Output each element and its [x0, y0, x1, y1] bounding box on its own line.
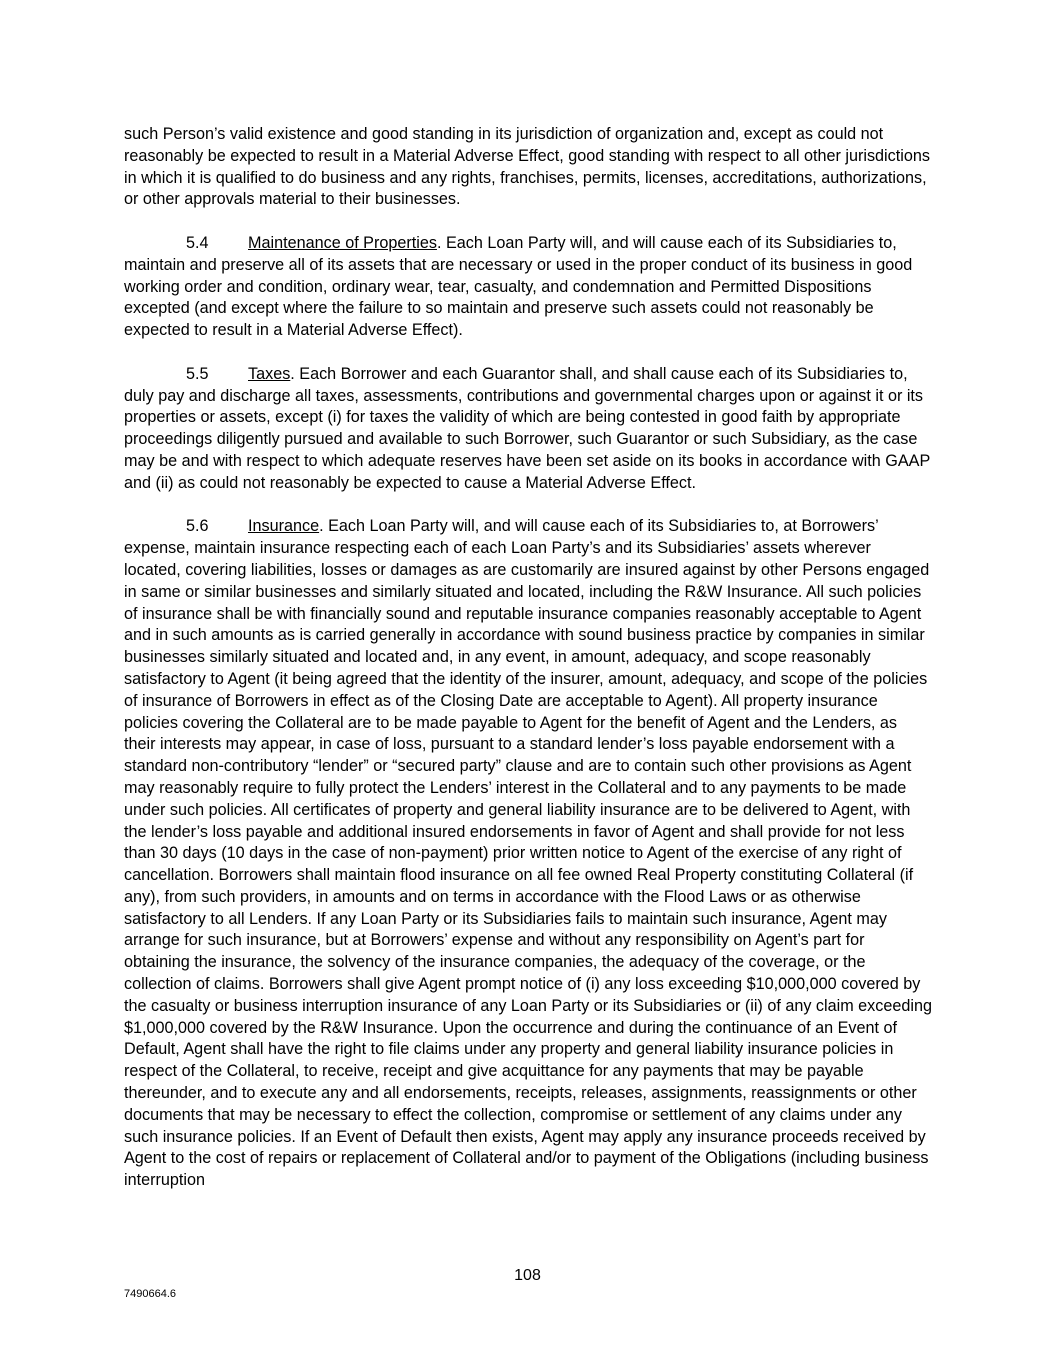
continuation-paragraph: such Person’s valid existence and good standing in its jurisdiction of organization and, except as could not reasonably be expected to result in a Material Adverse Effect, good standing with respect to all other jurisdictions in which it is qualified to do business and any rights, franchises, permits, licenses, accreditations, authorizations, or other approvals material to their businesses.	[124, 125, 930, 209]
section-5-5	[124, 364, 932, 495]
page-body	[124, 124, 932, 1214]
section-5-6	[124, 516, 932, 1192]
section-5-4	[124, 233, 932, 342]
section-heading: Insurance	[248, 517, 320, 536]
page-number: 108	[514, 1267, 541, 1284]
section-body: . Each Loan Party will, and will cause each of its Subsidiaries to, maintain and preserve all of its assets that are necessary or used in the proper conduct of its business in good working order and condition, ordinary wear, tear, casualty, and condemnation and Permitted Dispositions excepted (and except where the failure to so maintain and preserve such assets could not reasonably be expected to result in a Material Adverse Effect).	[124, 233, 913, 340]
section-heading: Maintenance of Properties	[248, 233, 437, 252]
section-number: 5.6	[186, 517, 209, 536]
section-body: . Each Borrower and each Guarantor shall, and shall cause each of its Subsidiaries to, duly pay and discharge all taxes, assessments, contributions and governmental charges upon or against it or its properties or assets, except (i) for taxes the validity of which are being contested in good faith by appropriate proceedings diligently pursued and available to such Borrower, such Guarantor or such Subsidiary, as the case may be and with respect to which adequate reserves have been set aside on its books in accordance with GAAP and (ii) as could not reasonably be expected to cause a Material Adverse Effect.	[124, 364, 930, 492]
document-id: 7490664.6	[124, 1288, 176, 1300]
section-body: . Each Loan Party will, and will cause each of its Subsidiaries to, at Borrowers’ expense, maintain insurance respecting each of each Loan Party’s and its Subsidiaries’ assets wherever located, covering liabilities, losses or damages as are customarily are insured against by other Persons engaged in same or similar businesses and similarly situated and located, including the R&W Insurance. All such policies of insurance shall be with financially sound and reputable insurance companies reasonably acceptable to Agent and in such amounts as is carried generally in accordance with sound business practice by companies in similar businesses similarly situated and located and, in any event, in amount, adequacy, and scope reasonably satisfactory to Agent (it being agreed that the identity of the insurer, amount, adequacy, and scope of the policies of insurance of Borrowers in effect as of the Closing Date are acceptable to Agent). All property insurance policies covering the Collateral are to be made payable to Agent for the benefit of Agent and the Lenders, as their interests may appear, in case of loss, pursuant to a standard lender’s loss payable endorsement with a standard non-contributory “lender” or “secured party” clause and are to contain such other provisions as Agent may reasonably require to fully protect the Lenders’ interest in the Collateral and to any payments to be made under such policies. All certificates of property and general liability insurance are to be delivered to Agent, with the lender’s loss payable and additional insured endorsements in favor of Agent and shall provide for not less than 30 days (10 days in the case of non-payment) prior written notice to Agent of the exercise of any right of cancellation. Borrowers shall maintain flood insurance on all fee owned Real Property constituting Collateral (if any), from such providers, in amounts and on terms in accordance with the Flood Laws or as otherwise satisfactory to all Lenders. If any Loan Party or its Subsidiaries fails to maintain such insurance, Agent may arrange for such insurance, but at Borrowers’ expense and without any responsibility on Agent’s part for obtaining the insurance, the solvency of the insurance companies, the adequacy of the coverage, or the collection of claims. Borrowers shall give Agent prompt notice of (i) any loss exceeding $10,000,000 covered by the casualty or business interruption insurance of any Loan Party or its Subsidiaries or (ii) of any claim exceeding $1,000,000 covered by the R&W Insurance. Upon the occurrence and during the continuance of an Event of Default, Agent shall have the right to file claims under any property and general liability insurance policies in respect of the Collateral, to receive, receipt and give acquittance for any payments that may be payable thereunder, and to execute any and all endorsements, receipts, releases, assignments, reassignments or other documents that may be necessary to effect the collection, compromise or settlement of any claims under any such insurance policies. If an Event of Default then exists, Agent may apply any insurance proceeds received by Agent to the cost of repairs or replacement of Collateral and/or to payment of the Obligations (including business interruption	[124, 517, 932, 1190]
section-number: 5.5	[186, 364, 209, 383]
section-number: 5.4	[186, 233, 209, 252]
section-heading: Taxes	[248, 364, 291, 383]
